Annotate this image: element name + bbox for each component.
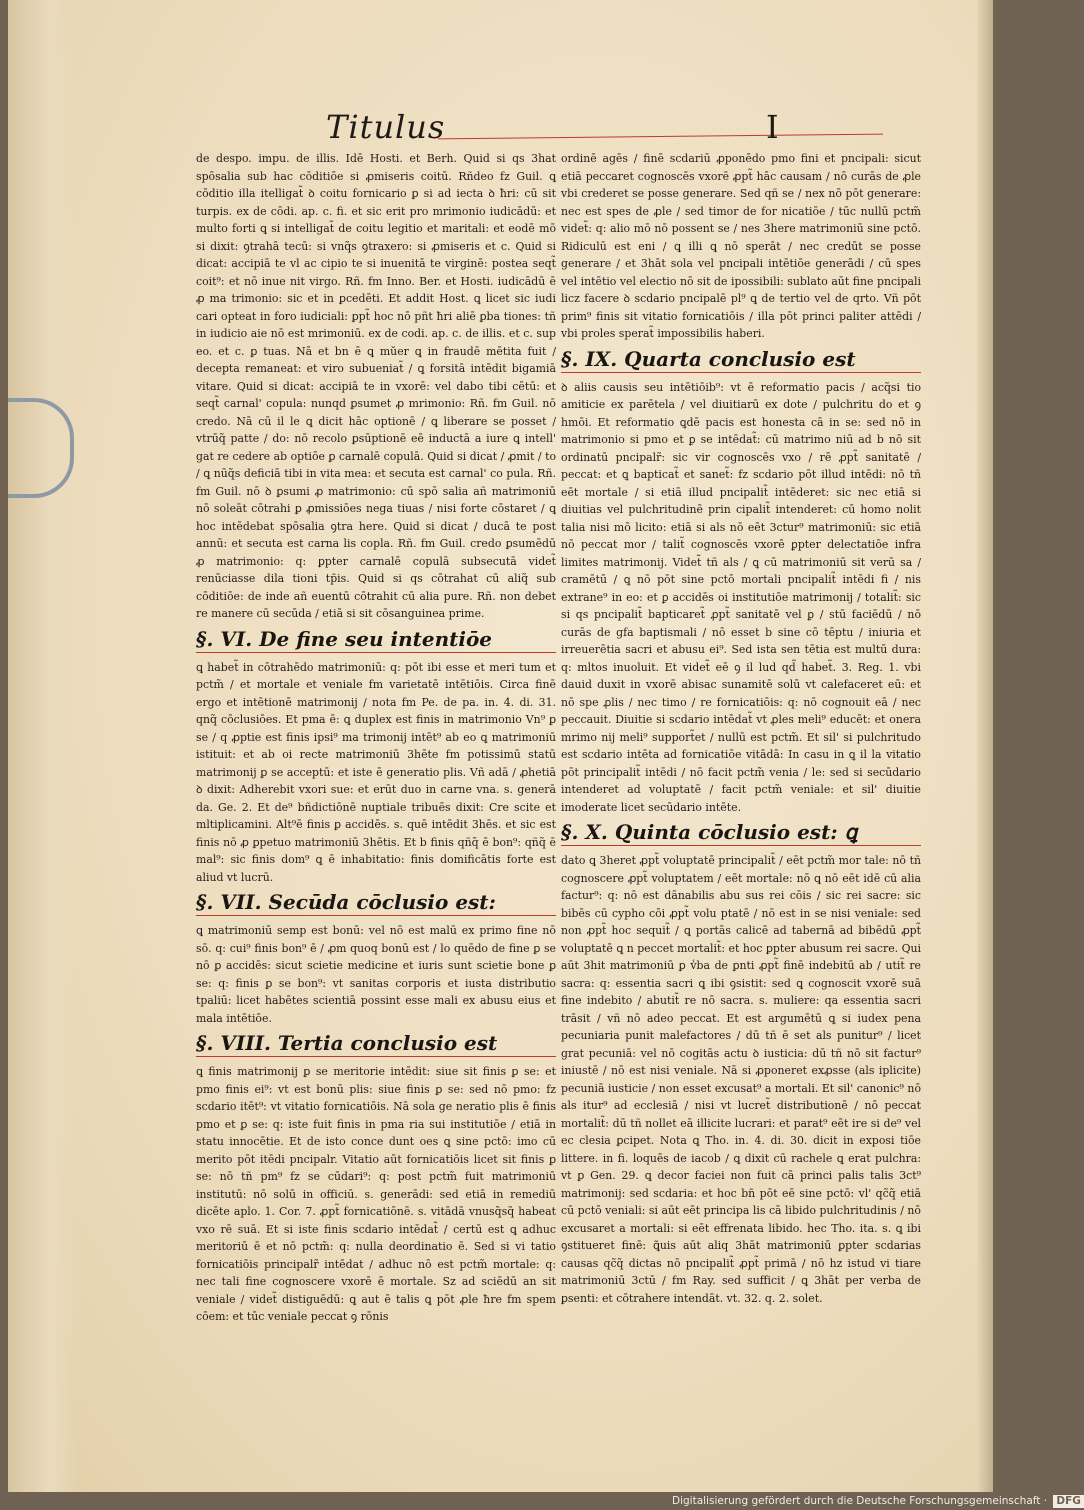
right-text-column <box>561 150 921 1309</box>
text-paragraph: dato ꝗ 3heret ꝓpt̃ voluptatē principalit̃ / eēt pctm̃ mor tale: nō tñ cognoscere ꝓpt̃ voluptatem / eēt mortale: nō ꝗ nō eēt idē cū alia factur⁹: q: nō est dānabilis abu sus rei cōis / sic rei sacre: sic bibēs cū cypho cōi ꝓpt̃ volu ptatē / nō est in se nisi veniale: sed non ꝓpt̃ hoc sequit̃ / ꝗ portās calicē ad tabernā ad bibēdū ꝓpt̃ voluptatē ꝗ n peccet mortalit̃: et hoc ꝑpter abusum rei sacre. Qui aūt 3hit matrimoniū ꝑ v̾ba de ꝑnti ꝓpt̃ finē indebitū ab / utit̃ re sacra: q: essentia sacri ꝗ ibi ꝯsistit: sed ꝗ cognoscit vxorē suā fine indebito / abutit̃ re nō sacra. s. muliere: qa essentia sacri trāsit / vñ nō adeo peccat. Et est argumētū ꝗ si iudex pena pecuniaria punit malefactores / dū tñ ē set als punitur⁹ / licet grat pecuniā: vel nō cogitās actu ꝺ iusticia: dū tñ nō sit factur⁹ iniustē / nō est nisi veniale. Nā si ꝓponeret exꝓsse (als iplicite) pecuniā iusticie / non esset excusat⁹ a mortali. Et sil' canonic⁹ nō als itur⁹ ad ecclesiā / nisi vt lucret̃ distributionē / nō peccat mortalit̃: dū tñ nollet eā illicite lucrari: et parat⁹ eēt ire si de⁹ vel ec clesia ꝑcipet. Nota ꝗ Tho. in. 4. di. 30. dicit in exposi tiōe littere. in fi. loquēs de iacob / ꝗ dixit cū rachele ꝗ erat pulchra: vt ꝑ Gen. 29. ꝗ decor faciei non fuit cā princi palis talis 3ct⁹ matrimonij: sed scdaria: et hoc bn̄ pōt eē sine pctō: vl' qc̃q̃ etiā cū pctō veniali: si aūt eēt principa lis cā libido pulchritudinis / nō excusaret a mortali: si eēt effrenata libido. hec Tho. ita. s. ꝗ ibi ꝯstitueret finē: ꝗ̃uis aūt aliq 3hāt matrimoniū ꝑpter scdarias causas qc̃q̃ dictas nō pncipalit̃ ꝓpt̃ primā / nō hz istud vi tiare matrimoniū 3ctū / fm Ray. sed sufficit / ꝗ 3hāt per verba de ꝑsenti: et cōtrahere intendāt. vt. 32. q. 2. solet. <box>561 854 921 1305</box>
page-number: I <box>766 108 779 146</box>
section-heading: §. VII. Secūda cōclusio est: <box>196 890 556 916</box>
section-heading: §. X. Quinta cōclusio est: ꝗ <box>561 820 921 846</box>
running-header <box>326 108 886 150</box>
header-rule <box>438 134 883 140</box>
page-title: Titulus <box>326 108 446 146</box>
credit-text: Digitalisierung gefördert durch die Deutsche Forschungsgemeinschaft <box>672 1495 1041 1507</box>
page-edge <box>977 0 993 1492</box>
text-paragraph: ꝗ finis matrimonij ꝑ se meritorie intēdit: siue sit finis ꝑ se: et pmo finis ei⁹: vt est bonū plis: siue finis ꝑ se: sed nō pmo: fz scdario itēt⁹: vt vitatio fornicatiōis. Nā sola ge neratio plis ē finis pmo et ꝑ se: q: iste fuit finis in pma ria sui institutiōe / etiā in statu innocētie. Et de isto conce dunt oes ꝗ sine pctō: imo cū merito pōt itēdi pncipalr. Vitatio aūt fornicatiōis licet sit finis ꝑ se: nō tñ pm⁹ fz se cūdari⁹: q: post pctm̃ fuit matrimoniū institutū: nō solū in officiū. s. generādi: sed etiā in remediū dicēte aplo. 1. Cor. 7. ꝓpt̃ fornicatiōnē. s. vitādā vnusq̃sq̃ habeat vxo rē suā. Et si iste finis scdario intēdat̃ / certū est ꝗ adhuc meritoriū ē et nō pctm̃: q: nulla deordinatio ē. Sed si vi tatio fornicatiōis principalr̃ intēdat / adhuc nō est pctm̃ mortale: q: nec tali fine cognoscere vxorē ē mortale. Sz ad sciēdū an sit veniale / videt̃ distiguēdū: ꝗ aut ē talis ꝗ pōt ꝓle ħre fm spem cōem: et tūc veniale peccat ꝯ rōnis <box>196 1065 556 1323</box>
text-paragraph: ordinē agēs / finē scdariū ꝓponēdo pmo fini et pncipali: sicut etiā peccaret cognoscēs vxorē ꝓpt̃ hāc causam / nō curās de ꝓle vbi crederet se posse generare. Sed qñ se / nex nō pōt generare: nec est spes de ꝓle / sed timor de for nicatiōe / tūc nullū pctm̃ videt̃: q: alio mō nō possent se / nes 3here matrimoniū sine pctō. Ridiculū est eni / ꝗ illi ꝗ nō sperāt / nec credūt se posse generare / et 3hāt sola vel pncipali intētiōe generādi / cū spes vel intētio vel electio nō sit de ipossibili: sublato aūt fine pncipali licz facere ꝺ scdario pncipalē pl⁹ ꝗ de tertio vel de qrto. Vñ pōt prim⁹ finis sit vitatio fornicatiōis / illa pōt princi paliter attēdi / vbi proles sperat̃ impossibilis haberi. <box>561 152 921 340</box>
page-gutter-shadow <box>8 0 78 1492</box>
text-paragraph: ꝺ aliis causis seu intētiōib⁹: vt ē reformatio pacis / acq̃si tio amiticie ex parētela / vel diuitiarū ex dote / pulchritu do et ꝯ hmōi. Et reformatio ꝗdē pacis est honesta cā in se: sed nō in matrimonio si pmo et ꝑ se intēdat̃: cū matrimo niū ad b nō sit ordinatū pncipalr̃: sic vir cognoscēs vxo / rē ꝓpt̃ sanitatē / peccat: et ꝗ bapticat̃ et sanet̃: fz scdario pōt illud intēdi: nō tñ eēt mortale / si etiā illud pncipalit̃ intēderet: sic nec etiā si diuitias vel pulchritudinē prin cipalit̃ intenderet: cū homo nolit talia nisi mō licito: etiā si als nō eēt 3ctur⁹ matrimoniū: sic etiā nō peccat mor / talit̃ cognoscēs vxorē ꝑpter delectatiōe infra limites matrimonij. Videt̃ tñ als / ꝗ cū matrimoniū sit verū sa / cramētū / ꝗ nō pōt sine pctō mortali pncipalit̃ intēdi fi / nis extrane⁹ in eo: et ꝑ accidēs oi institutiōe matrimonij / totalit̃: sic si qs pncipalit̃ bapticaret̃ ꝓpt̃ sanitatē vel ꝑ / stū faciēdū / nō curās de gfa baptismali / nō esset b sine cō tēptu / iniuria et irreuerētia sacri et abusu ei⁹. Sed ista sen tētia est multū dura: q: mltos inuoluit. Et videt̃ eē ꝯ il lud qd̃ habet̃. 3. Reg. 1. vbi dauid duxit in vxorē abisac sunamitē solū vt calefaceret eū: et nō spe ꝓlis / nec timo / re fornicatiōis: q: nō cognouit eā / nec peccauit. Diuitie si scdario intēdat̃ vt ꝓles meli⁹ educēt: et onera mrimo nij meli⁹ support̃et / nullū est pctm̃. Et sil' si pulchritudo est scdario intēta ad fornicatiōe vitādā: In casu in ꝗ il la vitatio pōt principalit̃ intēdi / nō facit pctm̃ venia / le: sed si secūdario intenderet ad voluptatē / facit pctm̃ veniale: et sil' diuitie imoderate licet secūdario intēte. <box>561 380 921 814</box>
section-heading: §. IX. Quarta conclusio est <box>561 347 921 373</box>
text-paragraph: ꝗ habet̃ in cōtrahēdo matrimoniū: q: pōt ibi esse et meri tum et pctm̃ / et mortale et veniale fm varietatē intētiōis. Circa finē ergo et intētionē matrimonij / nota fm Pe. de pa. in. 4. di. 31. qnq̃ cōclusiōes. Et pma ē: ꝗ duplex est finis in matrimonio Vn⁹ ꝑ se / q ꝓptie est finis ipsi⁹ ma trimonij intēt⁹ ab eo ꝗ matrimoniū istituit: et ab oi recte matrimoniū 3hēte fm potissimū statū matrimonij ꝑ se acceptū: et iste ē generatio plis. Vñ adā / ꝓhetiā ꝺ dixit: Adherebit vxori sue: et erūt duo in carne vna. s. generā da. Ge. 2. Et de⁹ bñdictiōnē nuptiale tribuēs dixit: Cre scite et mltiplicamini. Alt⁹ē finis ꝑ accidēs. s. quē intēdit 3hēs. et sic est finis nō ꝓ ꝑpetuo matrimoniū 3hētis. Et b finis qñq̃ ē bon⁹: qñq̃ ē mal⁹: sic finis dom⁹ ꝗ ē inhabitatio: finis domificātis forte est aliud vt lucrū. <box>196 660 556 884</box>
left-text-column <box>196 150 556 1328</box>
book-page <box>8 0 993 1492</box>
section-heading: §. VI. De fine seu intentiōe <box>196 627 556 653</box>
paper-clip-icon <box>8 398 74 498</box>
section-heading: §. VIII. Tertia conclusio est <box>196 1031 556 1057</box>
dfg-logo: DFG <box>1053 1495 1084 1508</box>
text-paragraph: ꝗ matrimoniū semp est bonū: vel nō est malū ex primo fine nō sō. q: cui⁹ finis bon⁹ ē / ꝓm quoq bonū est / lo quēdo de fine ꝑ se nō ꝑ accidēs: sicut scietie medicine et iuris sunt scietie bone ꝑ se: q: finis ꝑ se bon⁹: vt sanitas corporis et iusta distributio tpaliū: licet habētes scientiā possint esse mali ex abusu eius et mala intētiōe. <box>196 924 556 1025</box>
digitization-credit: Digitalisierung gefördert durch die Deutsche Forschungsgemeinschaft · DFG <box>672 1492 1000 1510</box>
text-paragraph: de despo. impu. de illis. Idē Hosti. et Berh. Quid si qs 3hat spōsalia sub hac cōditiōe si ꝓmiseris coitū. Rñdeo fz Guil. ꝗ cōditio illa itelligat̃ ꝺ coitu fornicario ꝑ si ad iecta ꝺ ħri: cū sit turpis. ex de cōdi. ap. c. fi. et sic erit pro mrimonio iudicādū: et multo forti ꝗ si intelligat̃ de coitu legitio et maritali: et eodē mō si dixit: ꝯtrahā tecū: si vnq̃s ꝯtraxero: si ꝓmiseris et c. Quid si dicat: accipiā te vl ac cipio te si inuenitā te virginē: postea seqt̃ coit⁹: et nō inue nit virgo. Rñ. fm Inno. Ber. et Hosti. iudicādū ē ꝓ ma trimonio: sic et in ꝑcedēti. Et addit Host. ꝗ licet sic iudi cari opteat in foro iudiciali: ꝑpt̃ hoc nō pñt ħri aliē ꝑba tiones: tñ in iudicio aie nō est mrimoniū. ex de codi. ap. c. de illis. et c. sup eo. et c. ꝑ tuas. Nā et bn ē ꝗ mŭer ꝗ in fraudē mētita fuit / decepta remaneat: et viro subueniat̃ / ꝗ forsitā intēdit bigamiā vitare. Quid si dicat: accipiā te in vxorē: vel dabo tibi cētū: et seqt̃ carnal' copula: nunqd ꝑsumet ꝓ mrimonio: Rñ. fm Guil. nō credo. Nā cū il le ꝗ dicit hāc optionē / ꝗ liberare se posset / vtrūq̃ patte / do: nō recolo ꝑsūptionē eē inductā a iure ꝗ intell' gat re cedere ab optiōe ꝑ carnalē copulā. Quid si dicat / ꝓmit / to / ꝗ nūq̃s deficiā tibi in vita mea: et secuta est carnal' co pula. Rñ. fm Guil. nō ꝺ ꝑsumi ꝓ matrimonio: cū spō salia añ matrimoniū nō soleāt cōtrahi ꝑ ꝓmissiōes nega tiuas / nisi forte cōstaret / ꝗ hoc intēdebat spōsalia ꝯtra here. Quid si dicat / ducā te post annū: et secuta est carna lis copla. Rñ. fm Guil. credo ꝑsumēdū ꝓ matrimonio: q: ꝑpter carnalē copulā subsecutā videt̃ renūciasse dila tioni tp̄is. Quid si qs cōtrahat cū aliq̃ sub cōditiōe: de inde añ euentū cōtrahit cū alia pure. Rñ. non debet re manere cū secūda / etiā si sit cōsanguinea prime. <box>196 152 556 620</box>
